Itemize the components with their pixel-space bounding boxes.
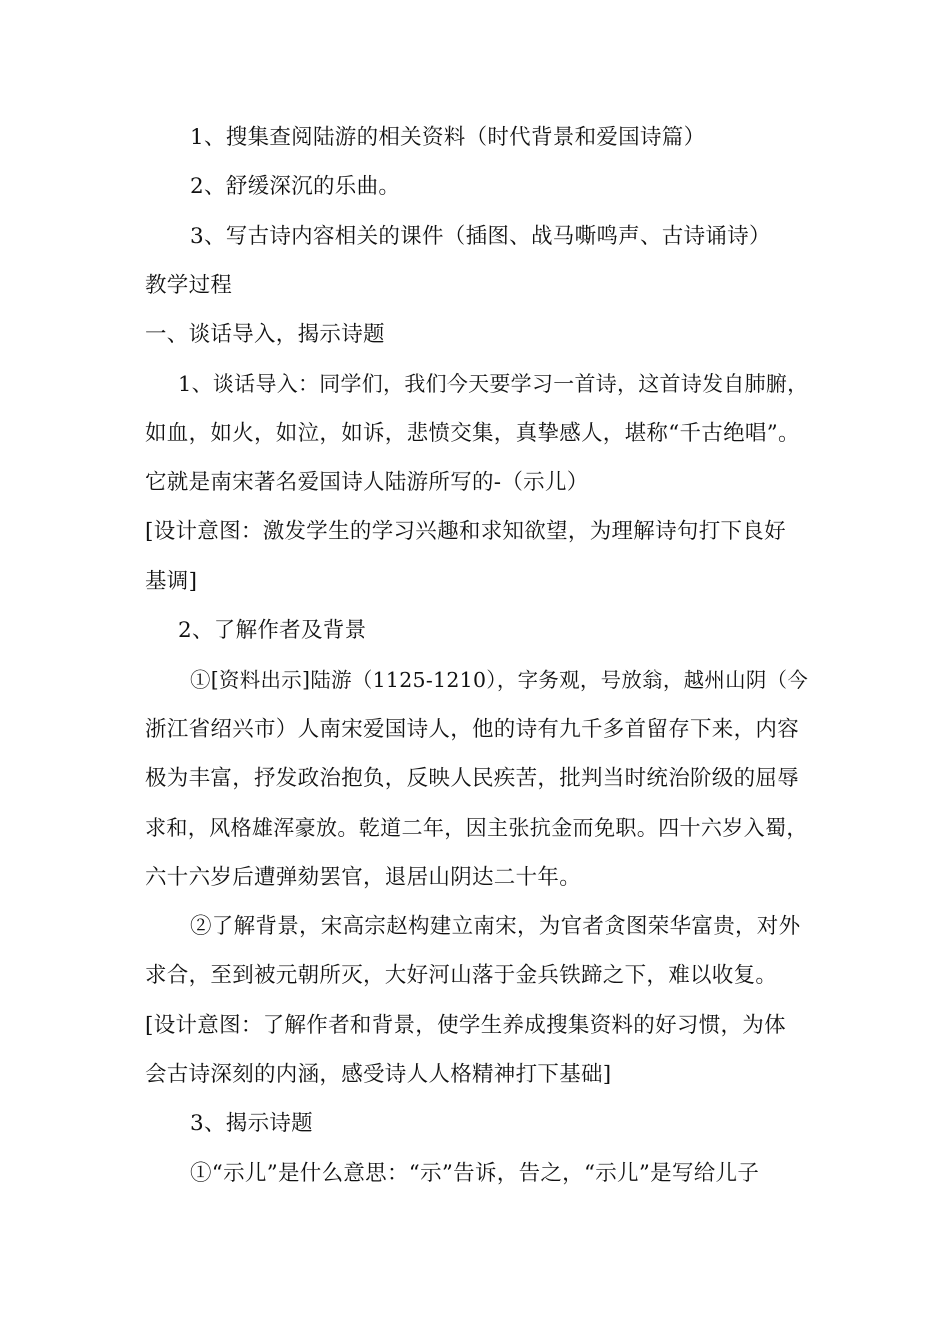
paragraph-author-line-4: 求和，风格雄浑豪放。乾道二年，因主张抗金而免职。四十六岁入蜀， [145, 815, 808, 840]
paragraph-author-line-5: 六十六岁后遭弹劾罢官，退居山阴达二十年。 [145, 865, 582, 890]
design-intent-2-line-2: 会古诗深刻的内涵，感受诗人人格精神打下基础] [145, 1062, 612, 1087]
design-intent-1-line-1: [设计意图：激发学生的学习兴趣和求知欲望，为理解诗句打下良好 [145, 519, 786, 544]
paragraph-author-line-2: 浙江省绍兴市）人南宋爱国诗人，他的诗有九千多首留存下来，内容 [145, 717, 800, 742]
design-intent-2-line-1: [设计意图：了解作者和背景，使学生养成搜集资料的好习惯，为体 [145, 1013, 786, 1038]
section-heading-part-one: 一、谈话导入，揭示诗题 [145, 322, 385, 347]
paragraph-intro-line-3: 它就是南宋著名爱国诗人陆游所写的-（示儿） [145, 470, 589, 495]
prep-item-1: 1、搜集查阅陆游的相关资料（时代背景和爱国诗篇） [190, 125, 706, 150]
prep-item-2: 2、舒缓深沉的乐曲。 [190, 174, 401, 199]
section-heading-teaching-process: 教学过程 [145, 273, 233, 298]
design-intent-1-line-2: 基调] [145, 569, 198, 594]
subheading-reveal-title: 3、揭示诗题 [190, 1111, 313, 1136]
paragraph-intro-line-1: 1、谈话导入：同学们，我们今天要学习一首诗，这首诗发自肺腑， [178, 372, 809, 396]
paragraph-background-line-2: 求合，至到被元朝所灭，大好河山落于金兵铁蹄之下，难以收复。 [145, 963, 778, 988]
paragraph-intro-line-2: 如血，如火，如泣，如诉，悲愤交集，真挚感人，堪称“千古绝唱”。 [145, 421, 800, 446]
paragraph-title-meaning-line-1: ①“示儿”是什么意思：“示”告诉，告之，“示儿”是写给儿子 [190, 1161, 760, 1186]
paragraph-author-line-1: ①[资料出示]陆游（1125-1210），字务观，号放翁，越州山阴（今 [190, 668, 809, 692]
paragraph-background-line-1: ②了解背景，宋高宗赵构建立南宋，为官者贪图荣华富贵，对外 [190, 914, 801, 939]
prep-item-3: 3、写古诗内容相关的课件（插图、战马嘶鸣声、古诗诵诗） [190, 224, 771, 249]
subheading-author-background: 2、了解作者及背景 [178, 618, 367, 643]
paragraph-author-line-3: 极为丰富，抒发政治抱负，反映人民疾苦，批判当时统治阶级的屈辱 [145, 766, 800, 791]
